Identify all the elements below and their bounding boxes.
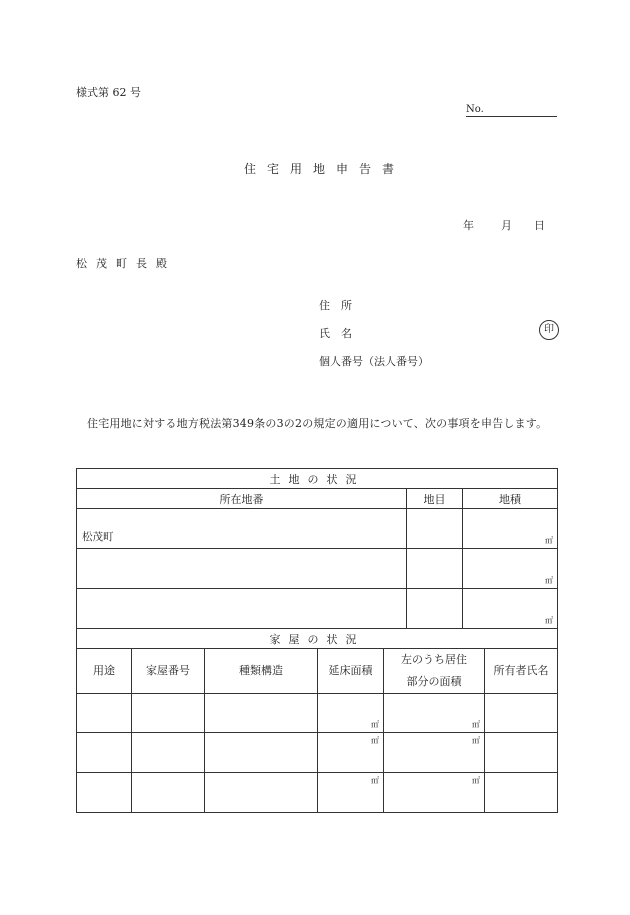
land-category-cell[interactable] bbox=[407, 589, 463, 629]
land-category-cell[interactable] bbox=[407, 509, 463, 549]
land-category-cell[interactable] bbox=[407, 549, 463, 589]
document-title: 住宅用地申告書 bbox=[244, 162, 406, 176]
building-header-floor-area: 延床面積 bbox=[318, 649, 384, 694]
building-use-cell[interactable] bbox=[77, 694, 132, 733]
land-row bbox=[77, 509, 558, 549]
building-floor-area-cell[interactable] bbox=[318, 733, 384, 773]
building-owner-name-cell[interactable] bbox=[485, 733, 558, 773]
declaration-table bbox=[76, 468, 558, 813]
document-number-label: No. bbox=[466, 104, 484, 115]
building-house-number-cell[interactable] bbox=[132, 773, 205, 813]
land-location-cell[interactable] bbox=[77, 509, 407, 549]
building-type-structure-cell[interactable] bbox=[205, 733, 318, 773]
building-house-number-cell[interactable] bbox=[132, 733, 205, 773]
document-number-field[interactable] bbox=[466, 116, 557, 117]
seal-mark: 印 bbox=[539, 320, 559, 340]
address-label: 住 所 bbox=[319, 299, 352, 312]
date-day-label: 日 bbox=[534, 219, 545, 232]
building-residential-area-cell[interactable] bbox=[384, 733, 485, 773]
building-header-residential-area bbox=[384, 649, 485, 694]
land-header-location: 所在地番 bbox=[77, 489, 407, 509]
land-header-category: 地目 bbox=[407, 489, 463, 509]
date-year-label: 年 bbox=[463, 219, 474, 232]
building-row bbox=[77, 773, 558, 813]
land-area-cell[interactable] bbox=[463, 549, 558, 589]
land-area-unit: ㎡ bbox=[545, 536, 553, 545]
building-header-use: 用途 bbox=[77, 649, 132, 694]
land-location-cell[interactable] bbox=[77, 589, 407, 629]
land-header-area: 地積 bbox=[463, 489, 558, 509]
residential-area-line2: 部分の面積 bbox=[406, 675, 462, 688]
date-month-label: 月 bbox=[501, 219, 512, 232]
land-location-cell[interactable] bbox=[77, 549, 407, 589]
land-row bbox=[77, 589, 558, 629]
floor-area-unit: ㎡ bbox=[371, 736, 379, 745]
building-type-structure-cell[interactable] bbox=[205, 773, 318, 813]
building-row bbox=[77, 733, 558, 773]
building-header-type-structure: 種類構造 bbox=[205, 649, 318, 694]
form-number: 様式第 62 号 bbox=[76, 86, 141, 99]
individual-number-label: 個人番号（法人番号） bbox=[319, 355, 429, 368]
date-line bbox=[463, 217, 545, 233]
land-area-cell[interactable] bbox=[463, 589, 558, 629]
building-owner-name-cell[interactable] bbox=[485, 694, 558, 733]
building-use-cell[interactable] bbox=[77, 733, 132, 773]
building-floor-area-cell[interactable] bbox=[318, 694, 384, 733]
floor-area-unit: ㎡ bbox=[371, 776, 379, 785]
land-area-cell[interactable] bbox=[463, 509, 558, 549]
floor-area-unit: ㎡ bbox=[371, 720, 379, 729]
building-residential-area-cell[interactable] bbox=[384, 773, 485, 813]
building-floor-area-cell[interactable] bbox=[318, 773, 384, 813]
land-section-title: 土地の状況 bbox=[77, 469, 558, 489]
building-row bbox=[77, 694, 558, 733]
residential-area-unit: ㎡ bbox=[472, 776, 480, 785]
building-owner-name-cell[interactable] bbox=[485, 773, 558, 813]
intro-paragraph: 住宅用地に対する地方税法第349条の3の2の規定の適用について、次の事項を申告します。 bbox=[87, 417, 548, 430]
land-row bbox=[77, 549, 558, 589]
land-location-text: 松茂町 bbox=[82, 531, 114, 543]
building-section-title: 家屋の状況 bbox=[77, 629, 558, 649]
building-residential-area-cell[interactable] bbox=[384, 694, 485, 733]
land-area-unit: ㎡ bbox=[545, 576, 553, 585]
residential-area-unit: ㎡ bbox=[472, 720, 480, 729]
addressee: 松茂町長殿 bbox=[76, 257, 176, 270]
building-house-number-cell[interactable] bbox=[132, 694, 205, 733]
building-header-owner-name: 所有者氏名 bbox=[485, 649, 558, 694]
name-label: 氏 名 bbox=[319, 327, 352, 340]
building-use-cell[interactable] bbox=[77, 773, 132, 813]
residential-area-unit: ㎡ bbox=[472, 736, 480, 745]
land-area-unit: ㎡ bbox=[545, 616, 553, 625]
building-type-structure-cell[interactable] bbox=[205, 694, 318, 733]
building-header-house-number: 家屋番号 bbox=[132, 649, 205, 694]
residential-area-line1: 左のうち居住 bbox=[401, 653, 467, 666]
